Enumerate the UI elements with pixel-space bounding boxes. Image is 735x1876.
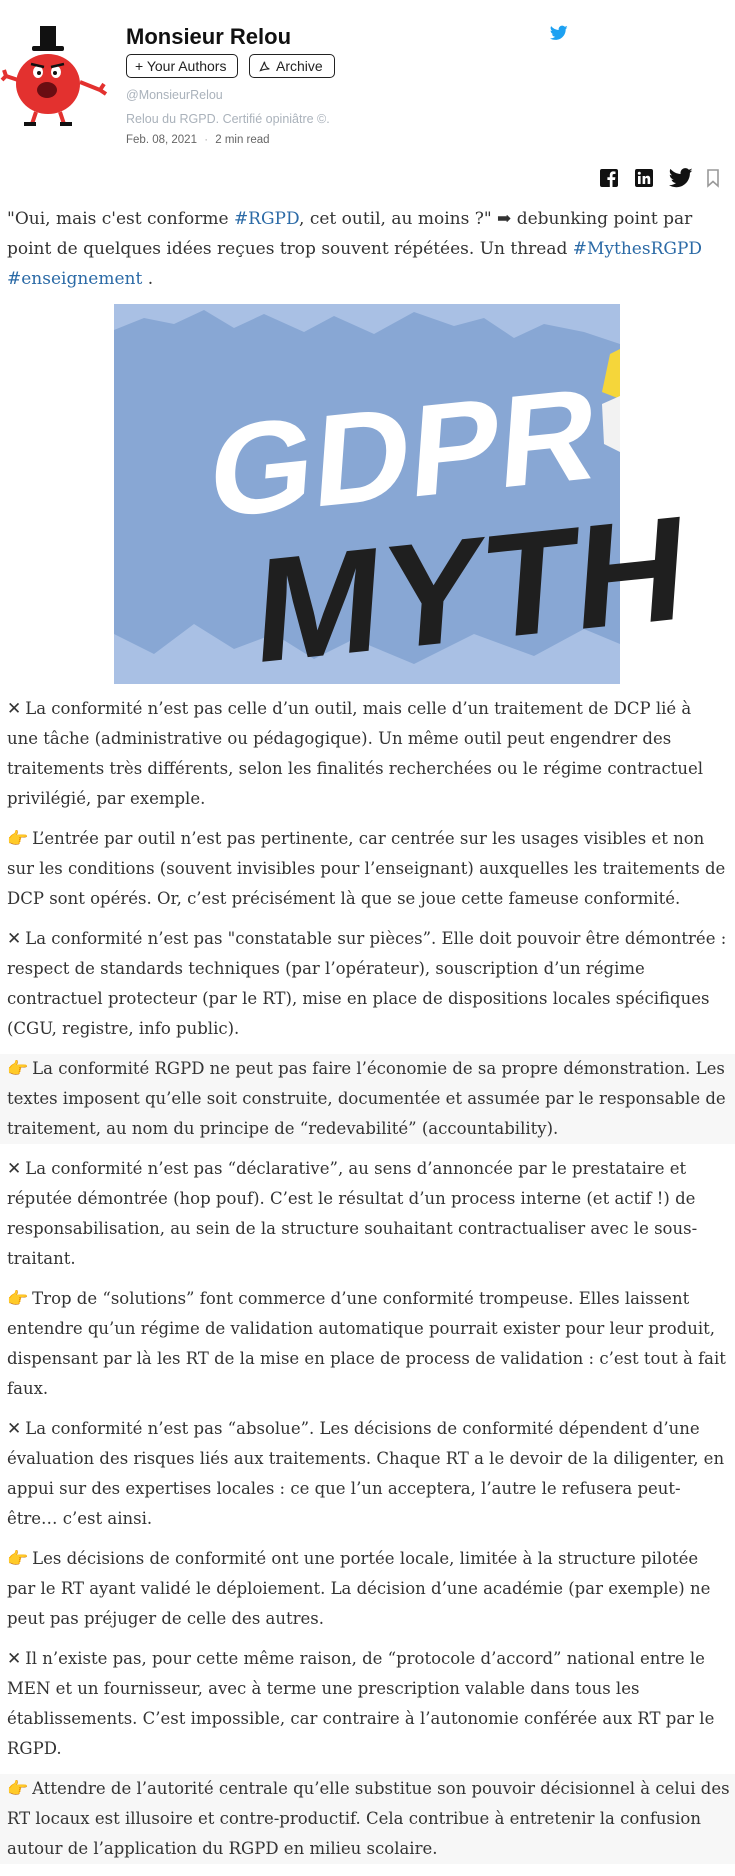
follow-button-label: + Your Authors (135, 58, 227, 74)
author-header (0, 0, 735, 170)
cross-mark-icon: ✕ (7, 1159, 22, 1179)
thread-meta (126, 134, 270, 146)
pointing-hand-icon: 👉 (7, 1059, 29, 1079)
author-bio: Relou du RGPD. Certifié opiniâtre ©. (126, 112, 330, 126)
archive-button[interactable] (249, 54, 335, 78)
paragraph-text: Attendre de l’autorité centrale qu’elle substitue son pouvoir décisionnel à celui des RT locaux est illusoire et contre-productif. Cela contribue à entretenir la confusion autour de l’application du RGPD en milieu scolaire. (7, 1779, 730, 1858)
meta-separator: · (204, 134, 209, 146)
paragraph-text: Trop de “solutions” font commerce d’une conformité trompeuse. Elles laissent entendre qu’un régime de validation automatique pourrait exister pour leur produit, dispensant par là les RT de la mise en place de process de validation : c’est tout à fait faux. (7, 1289, 726, 1398)
thread-paragraph (7, 1544, 727, 1634)
pointing-hand-icon: 👉 (7, 1549, 29, 1569)
hero-word-gdpr: GDPR (205, 360, 602, 547)
cross-mark-icon: ✕ (7, 1419, 22, 1439)
twitter-icon[interactable] (669, 168, 693, 188)
cross-mark-icon: ✕ (7, 1649, 22, 1669)
pointing-hand-icon: 👉 (7, 829, 29, 849)
thread-paragraph (7, 1414, 727, 1534)
hashtag-rgpd[interactable]: #RGPD (233, 209, 300, 229)
intro-text-2: , cet outil, au moins ?" ➡ debunking point par point de quelques idées reçues trop souvent répétées. Un thread (7, 209, 693, 259)
thread-paragraph (0, 1054, 735, 1144)
pdf-icon (258, 60, 271, 73)
paragraph-text: La conformité n’est pas celle d’un outil, mais celle d’un traitement de DCP lié à une tâche (administrative ou pédagogique). Un même outil peut engendrer des traitements très différents, selon les finalités recherchées ou le régime contractuel privilégié, par exemple. (7, 699, 704, 808)
paragraph-text: Il n’existe pas, pour cette même raison, de “protocole d’accord” national entre le MEN et un fournisseur, avec à terme une prescription valable dans tous les établissements. C’est impossible, car contraire à l’autonomie conférée aux RT par le RGPD. (7, 1649, 715, 1758)
archive-button-label: Archive (276, 58, 323, 74)
paragraph-text: La conformité RGPD ne peut pas faire l’économie de sa propre démonstration. Les textes imposent qu’elle soit construite, documentée et assumée par le responsable de traitement, au nom du principe de “redevabilité” (accountability). (7, 1059, 726, 1138)
thread-paragraph (0, 1774, 735, 1864)
pointing-hand-icon: 👉 (7, 1289, 29, 1309)
bookmark-icon[interactable] (703, 168, 723, 188)
thread-paragraph (7, 924, 727, 1044)
cross-mark-icon: ✕ (7, 929, 22, 949)
author-name[interactable]: Monsieur Relou (126, 24, 292, 49)
avatar[interactable] (4, 22, 114, 132)
thread-paragraph (7, 1284, 727, 1404)
pointing-hand-icon: 👉 (7, 1779, 29, 1799)
paragraph-text: L’entrée par outil n’est pas pertinente, car centrée sur les usages visibles et non sur les conditions (souvent invisibles pour l’enseignant) auxquelles les traitements de DCP sont opérés. Or, c’est précisément là que se joue cette fameuse conformité. (7, 829, 726, 908)
intro-text-4: . (142, 269, 154, 289)
hashtag-enseignement[interactable]: #enseignement (7, 269, 143, 289)
intro-text-1: "Oui, mais c'est conforme (7, 209, 234, 229)
hero-word-myth: MYTH (249, 484, 693, 696)
intro-tweet (7, 204, 727, 294)
paragraph-text: La conformité n’est pas “absolue”. Les décisions de conformité dépendent d’une évaluation des risques liés aux traitements. Chaque RT a le devoir de la diligenter, en appui sur des expertises locales : ce que l’un acceptera, l’autre le refusera peut-être… c’est ainsi. (7, 1419, 725, 1528)
author-handle[interactable]: @MonsieurRelou (126, 88, 223, 102)
read-time: 2 min read (215, 134, 270, 146)
thread-paragraph (7, 1644, 727, 1764)
add-to-your-authors-button[interactable] (126, 54, 238, 78)
thread-paragraph (7, 694, 727, 814)
thread-paragraph (7, 1154, 727, 1274)
linkedin-icon[interactable] (634, 168, 654, 188)
paragraph-text: Les décisions de conformité ont une portée locale, limitée à la structure pilotée par le RT ayant validé le déploiement. La décision d’une académie (par exemple) ne peut pas préjuger de celle des autres. (7, 1549, 711, 1628)
publish-date: Feb. 08, 2021 (126, 134, 197, 146)
cross-mark-icon: ✕ (7, 699, 22, 719)
paragraph-text: La conformité n’est pas "constatable sur pièces”. Elle doit pouvoir être démontrée : respect de standards techniques (par l’opérateur), souscription d’un régime contractuel protecteur (par le RT), mise en place de dispositions locales spécifiques (CGU, registre, info public). (7, 929, 727, 1038)
hashtag-mythesrgpd[interactable]: #MythesRGPD (572, 239, 703, 259)
twitter-source-icon[interactable] (550, 25, 568, 41)
gdpr-myths-image[interactable] (114, 304, 693, 696)
paragraph-text: La conformité n’est pas “déclarative”, au sens d’annoncée par le prestataire et réputée démontrée (hop pouf). C’est le résultat d’un process interne (et actif !) de responsabilisation, au sein de la structure souhaitant contractualiser avec le sous-traitant. (7, 1159, 698, 1268)
facebook-icon[interactable] (599, 168, 619, 188)
thread-paragraph (7, 824, 727, 914)
